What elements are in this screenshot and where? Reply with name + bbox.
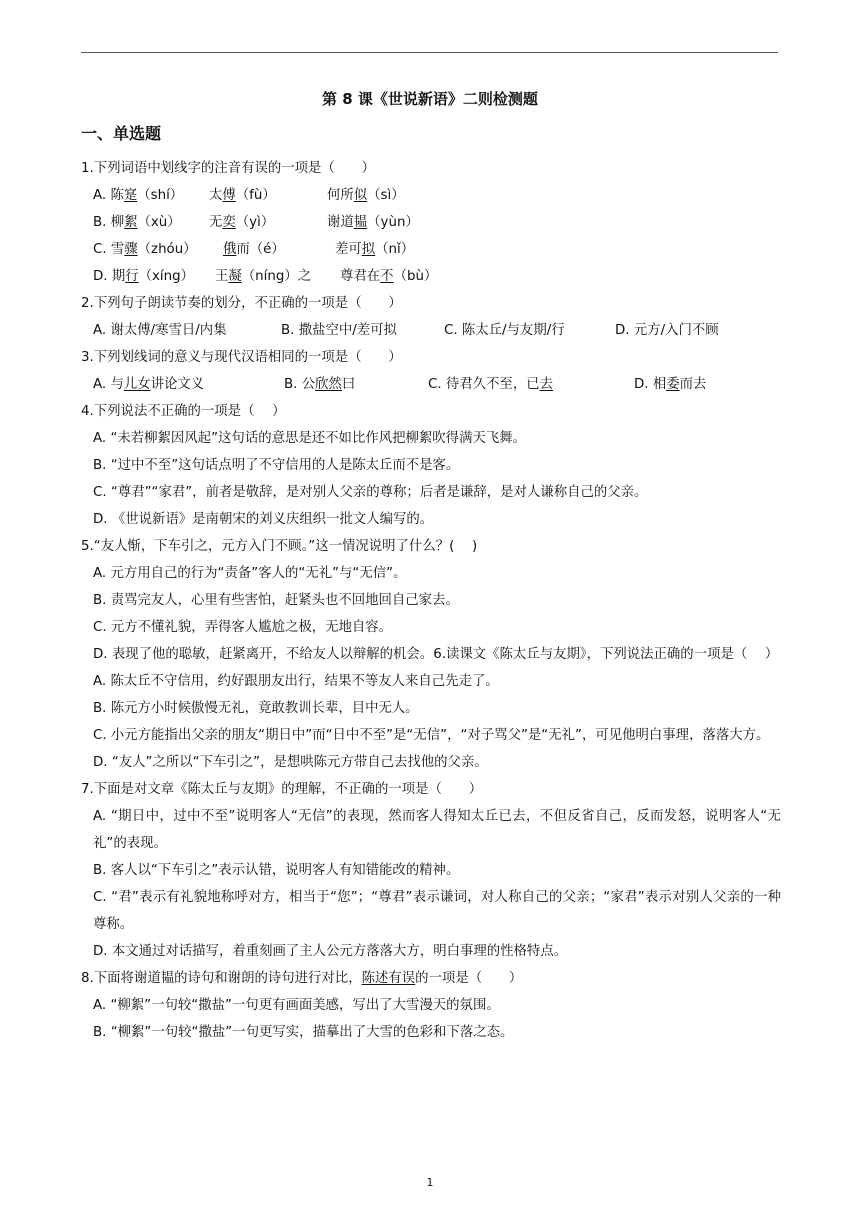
question-4-option-c[interactable]: C. “尊君”“家君”，前者是敬辞，是对别人父亲的尊称；后者是谦辞，是对人谦称自己的父亲。 bbox=[93, 485, 648, 500]
page-number: 1 bbox=[426, 1176, 434, 1189]
question-1-option-a[interactable]: A. 陈寔（shí） 太傅（fù） 何所似（sì） bbox=[93, 188, 405, 203]
question-5-stem: 5.“友人惭，下车引之，元方入门不顾。”这一情况说明了什么？( ) bbox=[81, 539, 478, 554]
question-list bbox=[81, 155, 781, 1046]
question-2-option-a[interactable]: A. 谢太傅/寒雪日/内集 bbox=[93, 323, 227, 338]
question-3-stem: 3.下列划线词的意义与现代汉语相同的一项是（ ） bbox=[81, 350, 402, 365]
question-3-options bbox=[81, 371, 781, 398]
question-7-stem: 7.下面是对文章《陈太丘与友期》的理解，不正确的一项是（ ） bbox=[81, 782, 483, 797]
question-3-option-c[interactable]: C. 待君久不至，已去 bbox=[428, 377, 553, 392]
question-6-option-c[interactable]: C. 小元方能指出父亲的朋友“期日中”而“日中不至”是“无信”，“对子骂父”是“无礼”，可见他明白事理，落落大方。 bbox=[93, 728, 770, 743]
question-2-options bbox=[81, 317, 781, 344]
question-6-option-b[interactable]: B. 陈元方小时候傲慢无礼，竟敢教训长辈，目中无人。 bbox=[93, 701, 419, 716]
question-2-option-d[interactable]: D. 元方/入门不顾 bbox=[615, 323, 719, 338]
question-5-option-b[interactable]: B. 责骂完友人，心里有些害怕，赶紧头也不回地回自己家去。 bbox=[93, 593, 459, 608]
question-2-option-c[interactable]: C. 陈太丘/与友期/行 bbox=[444, 323, 565, 338]
question-7-option-a[interactable]: A. “期日中，过中不至”说明客人“无信”的表现，然而客人得知太丘已去，不但反省自己，反而发怒，说明客人“无礼”的表现。 bbox=[93, 809, 781, 851]
question-1-stem: 1.下列词语中划线字的注音有误的一项是（ ） bbox=[81, 161, 375, 176]
question-4-option-b[interactable]: B. “过中不至”这句话点明了不守信用的人是陈太丘而不是客。 bbox=[93, 458, 460, 473]
question-4-option-d[interactable]: D. 《世说新语》是南朝宋的刘义庆组织一批文人编写的。 bbox=[93, 512, 434, 527]
question-6-option-d[interactable]: D. “友人”之所以“下车引之”，是想哄陈元方带自己去找他的父亲。 bbox=[93, 755, 488, 770]
question-4-stem: 4.下列说法不正确的一项是（ ） bbox=[81, 404, 286, 419]
question-7-option-b[interactable]: B. 客人以“下车引之”表示认错，说明客人有知错能改的精神。 bbox=[93, 863, 460, 878]
question-3-option-d[interactable]: D. 相委而去 bbox=[634, 377, 707, 392]
question-5-option-c[interactable]: C. 元方不懂礼貌，弄得客人尴尬之极，无地自容。 bbox=[93, 620, 393, 635]
question-5-option-a[interactable]: A. 元方用自己的行为“责备”客人的“无礼”与“无信”。 bbox=[93, 566, 407, 581]
question-8-stem: 8.下面将谢道韫的诗句和谢朗的诗句进行对比，陈述有误的一项是（ ） bbox=[81, 971, 523, 986]
question-8-option-b[interactable]: B. “柳絮”一句较“撒盐”一句更写实，描摹出了大雪的色彩和下落之态。 bbox=[93, 1025, 514, 1040]
question-7-option-c[interactable]: C. “君”表示有礼貌地称呼对方，相当于“您”；“尊君”表示谦词，对人称自己的父亲；“家君”表示对别人父亲的一种尊称。 bbox=[93, 890, 781, 932]
question-4-option-a[interactable]: A. “未若柳絮因风起”这句话的意思是还不如比作风把柳絮吹得满天飞舞。 bbox=[93, 431, 527, 446]
question-8-option-a[interactable]: A. “柳絮”一句较“撒盐”一句更有画面美感，写出了大雪漫天的氛围。 bbox=[93, 998, 500, 1013]
question-6-option-a[interactable]: A. 陈太丘不守信用，约好跟朋友出行，结果不等友人来自己先走了。 bbox=[93, 674, 499, 689]
page-title: 第 8 课《世说新语》二则检测题 bbox=[322, 90, 538, 108]
question-3-option-a[interactable]: A. 与儿女讲论文义 bbox=[93, 377, 205, 392]
question-2-option-b[interactable]: B. 撒盐空中/差可拟 bbox=[281, 323, 397, 338]
header-rule bbox=[81, 52, 778, 53]
question-1-option-b[interactable]: B. 柳絮（xù） 无奕（yì） 谢道韫（yùn） bbox=[93, 215, 419, 230]
section-heading: 一、单选题 bbox=[81, 124, 162, 143]
question-2-stem: 2.下列句子朗读节奏的划分，不正确的一项是（ ） bbox=[81, 296, 402, 311]
question-1-option-c[interactable]: C. 雪骤（zhóu） 俄而（é） 差可拟（nǐ） bbox=[93, 242, 415, 257]
question-3-option-b[interactable]: B. 公欣然曰 bbox=[284, 377, 356, 392]
question-5-option-d[interactable]: D. 表现了他的聪敏，赶紧离开，不给友人以辩解的机会。6.读课文《陈太丘与友期》，下列说法正确的一项是（ ） bbox=[93, 647, 779, 662]
question-7-option-d[interactable]: D. 本文通过对话描写，着重刻画了主人公元方落落大方，明白事理的性格特点。 bbox=[93, 944, 568, 959]
question-1-option-d[interactable]: D. 期行（xíng） 王凝（níng）之 尊君在不（bù） bbox=[93, 269, 438, 284]
